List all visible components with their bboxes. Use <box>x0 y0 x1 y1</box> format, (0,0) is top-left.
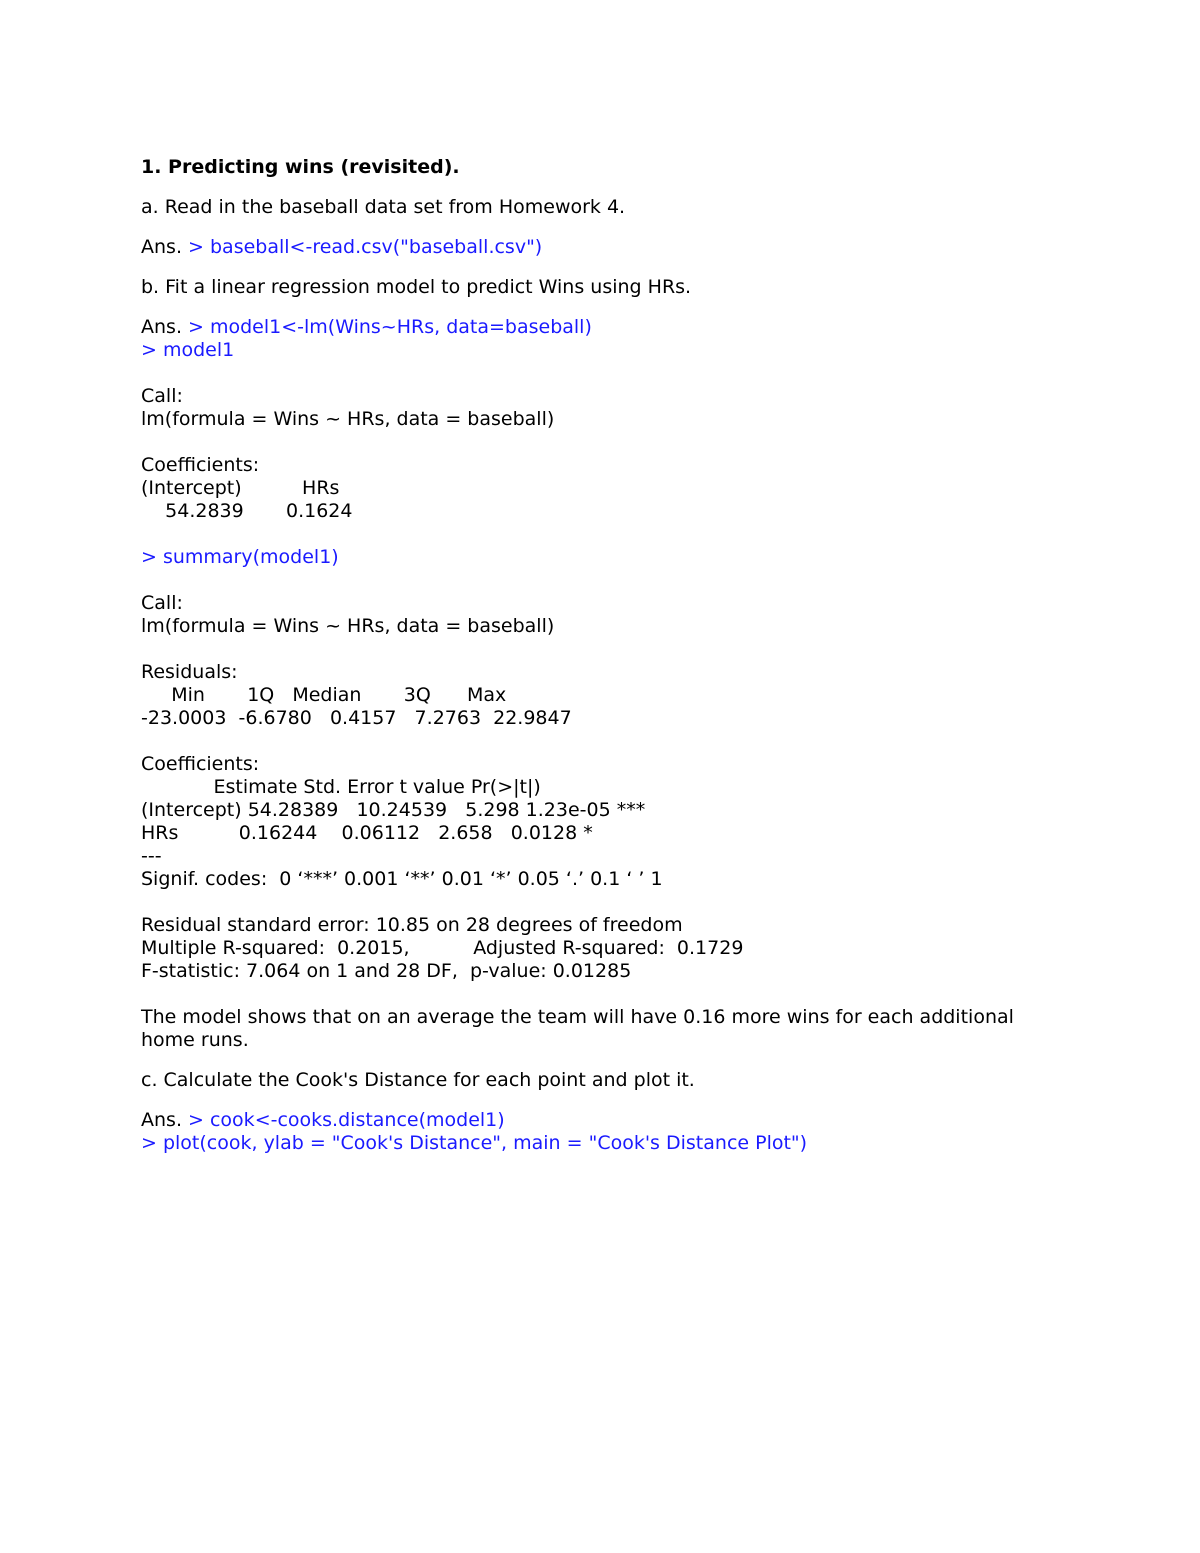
summary-output-line: lm(formula = Wins ~ HRs, data = baseball) <box>141 615 555 637</box>
model-output-line: (Intercept) HRs <box>141 477 352 499</box>
part-b-question: b. Fit a linear regression model to predict Wins using HRs. <box>141 276 692 298</box>
document-page <box>141 156 1101 1155</box>
ans-prefix: Ans. <box>141 1109 189 1131</box>
summary-output-line: HRs 0.16244 0.06112 2.658 0.0128 * <box>141 822 605 844</box>
model-output-line: Call: <box>141 385 183 407</box>
question-heading: 1. Predicting wins (revisited). <box>141 156 460 178</box>
ans-prefix: Ans. <box>141 236 189 258</box>
part-c-question: c. Calculate the Cook's Distance for each point and plot it. <box>141 1069 695 1091</box>
part-c-code-line: > cook<-cooks.distance(model1) <box>188 1109 505 1131</box>
part-a-code: > baseball<-read.csv("baseball.csv") <box>188 236 543 258</box>
part-a-answer <box>141 236 1101 259</box>
part-b-code-line: > model1<-lm(Wins~HRs, data=baseball) <box>188 316 592 338</box>
summary-output-line: --- <box>141 845 162 867</box>
model-output-line <box>141 431 1101 454</box>
part-a-question: a. Read in the baseball data set from Homework 4. <box>141 196 626 218</box>
summary-output-line: Call: <box>141 592 183 614</box>
model-output-line: Coefficients: <box>141 454 260 476</box>
summary-output-line: Multiple R-squared: 0.2015, Adjusted R-squared: 0.1729 <box>141 937 750 959</box>
summary-output-line: Residuals: <box>141 661 238 683</box>
summary-output-line: Signif. codes: 0 ‘***’ 0.001 ‘**’ 0.01 ‘*’ 0.05 ‘.’ 0.1 ‘ ’ 1 <box>141 868 663 890</box>
model-output-line: 54.2839 0.1624 <box>141 500 365 522</box>
summary-output-line: F-statistic: 7.064 on 1 and 28 DF, p-value: 0.01285 <box>141 960 632 982</box>
summary-output-line: Estimate Std. Error t value Pr(>|t|) <box>141 776 565 798</box>
summary-output-line <box>141 891 1101 914</box>
model-output-line: lm(formula = Wins ~ HRs, data = baseball) <box>141 408 555 430</box>
summary-command: > summary(model1) <box>141 546 339 568</box>
part-c-answer <box>141 1109 1101 1132</box>
summary-output-line: (Intercept) 54.28389 10.24539 5.298 1.23e-05 *** <box>141 799 646 821</box>
summary-output-line: -23.0003 -6.6780 0.4157 7.2763 22.9847 <box>141 707 578 729</box>
summary-output-line <box>141 638 1101 661</box>
part-b-answer <box>141 316 1101 339</box>
part-c-code-line: > plot(cook, ylab = "Cook's Distance", main = "Cook's Distance Plot") <box>141 1132 808 1154</box>
ans-prefix: Ans. <box>141 316 189 338</box>
summary-output-line: Min 1Q Median 3Q Max <box>141 684 513 706</box>
part-b-code-line: > model1 <box>141 339 235 361</box>
summary-output-line <box>141 730 1101 753</box>
summary-output-line: Coefficients: <box>141 753 260 775</box>
interpretation-text: The model shows that on an average the team will have 0.16 more wins for each additional home runs. <box>141 1006 1014 1051</box>
summary-output-line: Residual standard error: 10.85 on 28 degrees of freedom <box>141 914 683 936</box>
